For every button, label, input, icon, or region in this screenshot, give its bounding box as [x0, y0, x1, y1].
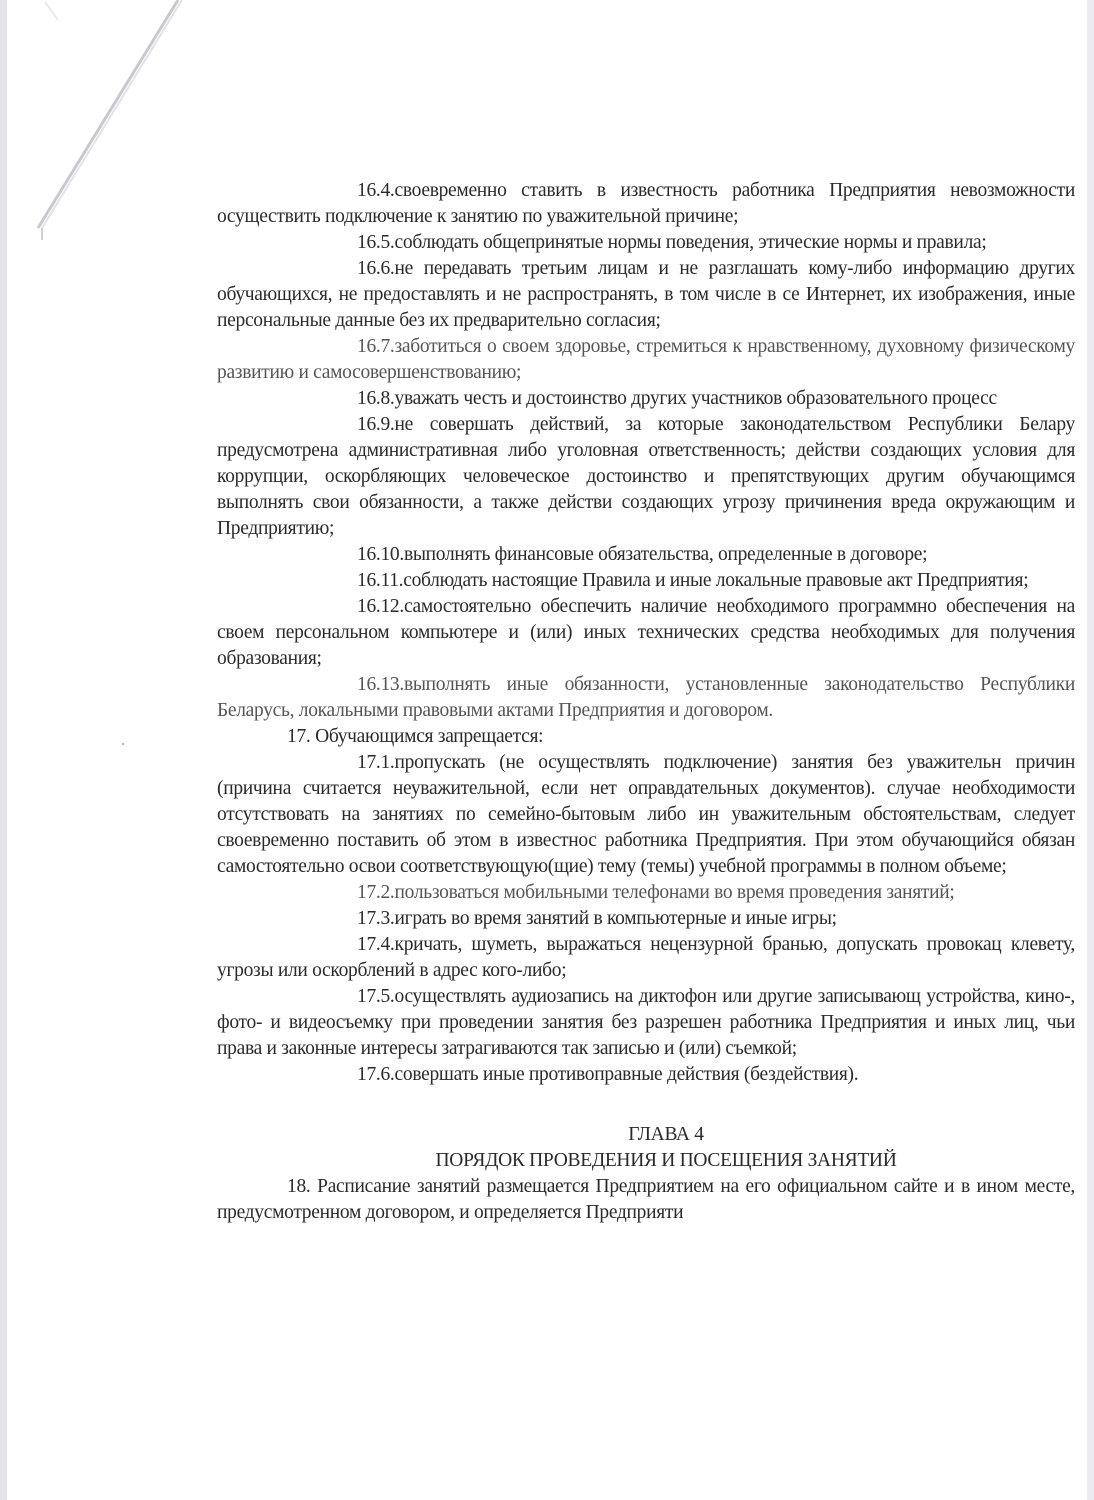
paragraph-17-3: 17.3.играть во время занятий в компьютерные и иные игры;	[357, 908, 837, 929]
paragraph-16-8: 16.8.уважать честь и достоинство других участников образовательного процесс	[357, 388, 997, 409]
paragraph-16-10: 16.10.выполнять финансовые обязательства, определенные в договоре;	[357, 544, 928, 565]
paragraph-16-7: 16.7.заботиться о своем здоровье, стремиться к нравственному, духовному физическому развитию и самосовершенствованию;	[217, 336, 1075, 383]
paragraph-17-6: 17.6.совершать иные противоправные действия (бездействия).	[357, 1064, 859, 1085]
paragraph-17-5: 17.5.осуществлять аудиозапись на диктофон или другие записывающ устройства, кино-, фото- и видеосъемку при проведении занятия без разрешен работника Предприятия и иных лиц, чьи права и законные интересы затрагиваются так записью и (или) съемкой;	[217, 986, 1075, 1059]
paragraph-16-6: 16.6.не передавать третьим лицам и не разглашать кому-либо информацию других обучающихся, не предоставлять и не распространять, в том числе в се Интернет, их изображения, иные персональные данные без их предварительно согласия;	[217, 258, 1075, 331]
paragraph-17-2: 17.2.пользоваться мобильными телефонами во время проведения занятий;	[357, 882, 955, 903]
paragraph-16-12: 16.12.самостоятельно обеспечить наличие необходимого программно обеспечения на своем персональном компьютере и (или) иных технических средства необходимых для получения образования;	[217, 596, 1075, 669]
chapter-title: ПОРЯДОК ПРОВЕДЕНИЯ И ПОСЕЩЕНИЯ ЗАНЯТИЙ	[435, 1150, 897, 1171]
chapter-label: ГЛАВА 4	[628, 1124, 704, 1145]
paragraph-17-4: 17.4.кричать, шуметь, выражаться нецензурной бранью, допускать провокац клевету, угрозы или оскорблений в адрес кого-либо;	[217, 934, 1075, 981]
paragraph-16-4: 16.4.своевременно ставить в известность работника Предприятия невозможности осуществить подключение к занятию по уважительной причине;	[217, 180, 1075, 227]
paragraph-17: 17. Обучающимся запрещается:	[287, 726, 544, 747]
paragraph-16-9: 16.9.не совершать действий, за которые законодательством Республики Белару предусмотрена административная либо уголовная ответственность; действи создающих условия для коррупции, оскорбляющих человеческое достоинство и препятствующих другим обучающимся выполнять свои обязанности, а также действи создающих угрозу причинения вреда окружающим и Предприятию;	[217, 414, 1075, 539]
paragraph-16-11: 16.11.соблюдать настоящие Правила и иные локальные правовые акт Предприятия;	[357, 570, 1029, 591]
paragraph-16-13: 16.13.выполнять иные обязанности, установленные законодательство Республики Беларусь, локальными правовыми актами Предприятия и договором.	[217, 674, 1075, 721]
paragraph-17-1: 17.1.пропускать (не осуществлять подключение) занятия без уважительн причин (причина считается неуважительной, если нет оправдательных документов). случае необходимости отсутствовать на занятиях по семейно-бытовым либо ин уважительным обстоятельствам, следует своевременно поставить об этом в известнос работника Предприятия. При этом обучающийся обязан самостоятельно освои соответствующую(щие) тему (темы) учебной программы в полном объеме;	[217, 752, 1075, 877]
scan-edge-right	[1087, 0, 1094, 1500]
paragraph-18: 18. Расписание занятий размещается Предприятием на его официальном сайте и в ином месте, предусмотренном договором, и определяется Предприяти	[217, 1176, 1075, 1223]
paragraph-16-5: 16.5.соблюдать общепринятые нормы поведения, этические нормы и правила;	[357, 232, 987, 253]
document-body	[217, 178, 1075, 1226]
scan-speck	[122, 743, 124, 745]
